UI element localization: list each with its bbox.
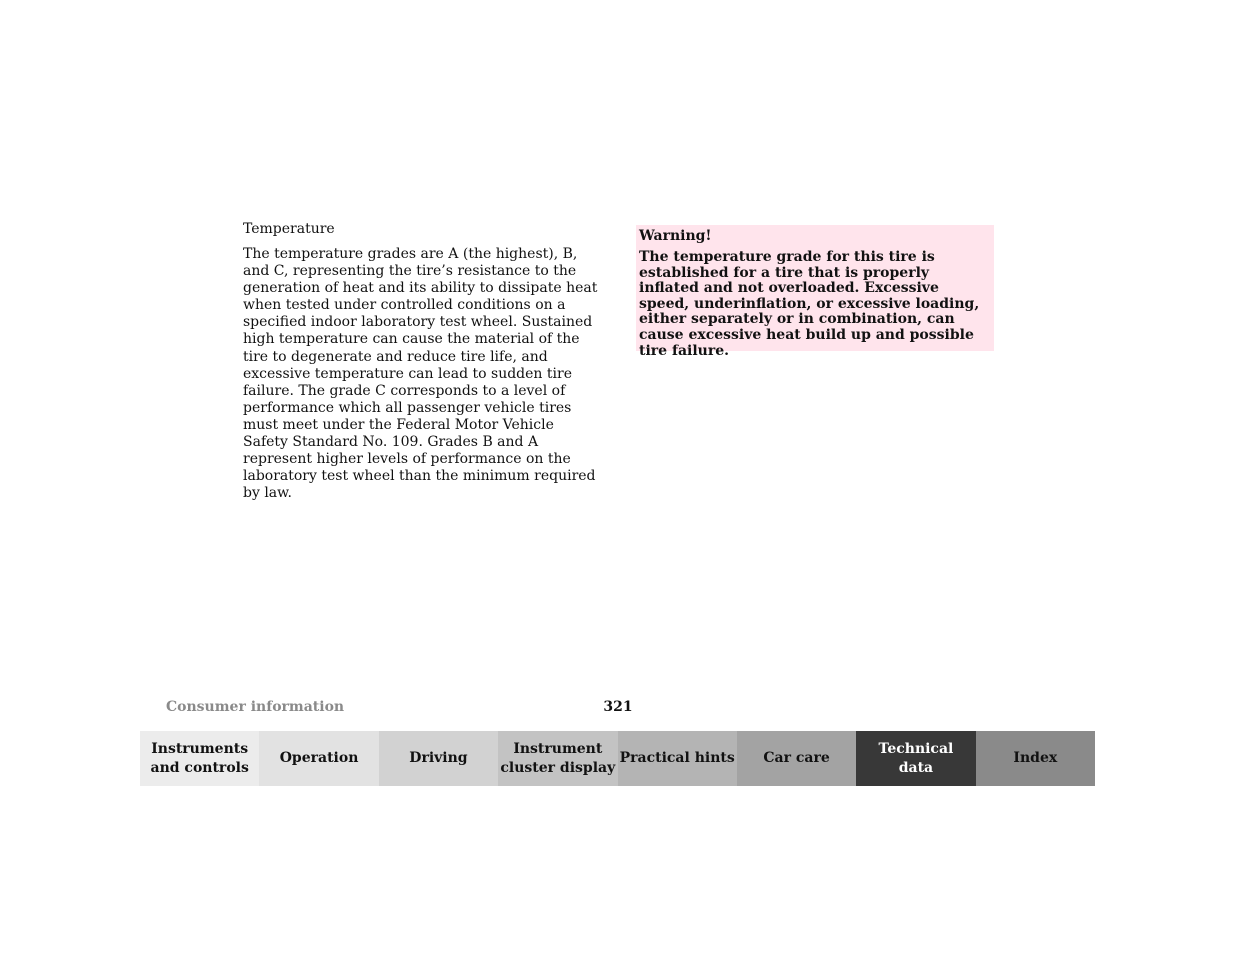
- nav-tab-index[interactable]: Index: [976, 731, 1095, 786]
- nav-tab-technical-data[interactable]: Technical data: [856, 731, 975, 786]
- warning-title: Warning!: [639, 228, 712, 244]
- body-paragraph: The temperature grades are A (the highest), B, and C, representing the tire’s resistance to the generation of heat and its ability to dissipate heat when tested under controlled conditions on a specified indoor laboratory test wheel. Sustained high temperature can cause the material of the tire to degenerate and reduce tire life, and excessive temperature can lead to sudden tire failure. The grade C corresponds to a level of performance which all passenger vehicle tires must meet under the Federal Motor Vehicle Safety Standard No. 109. Grades B and A represent higher levels of performance on the laboratory test wheel than the minimum required by law.: [243, 246, 598, 502]
- warning-text: The temperature grade for this tire is established for a tire that is properly inflated and not overloaded. Excessive speed, underinflation, or excessive loading, either separately or in combination, can cause excessive heat build up and possible tire failure.: [639, 249, 980, 359]
- section-heading: Temperature: [243, 221, 335, 237]
- footer-section-title: Consumer information: [166, 699, 345, 715]
- warning-box: [636, 225, 994, 359]
- nav-tab-driving[interactable]: Driving: [379, 731, 498, 786]
- nav-tab-practical-hints[interactable]: Practical hints: [618, 731, 737, 786]
- nav-tab-operation[interactable]: Operation: [259, 731, 378, 786]
- main-content: [243, 220, 603, 502]
- nav-tab-instruments-and-controls[interactable]: Instruments and controls: [140, 731, 259, 786]
- nav-tab-car-care[interactable]: Car care: [737, 731, 856, 786]
- chapter-nav-bar: [140, 731, 1095, 786]
- nav-tab-instrument-cluster-display[interactable]: Instrument cluster display: [498, 731, 617, 786]
- page-number: 321: [603, 699, 633, 715]
